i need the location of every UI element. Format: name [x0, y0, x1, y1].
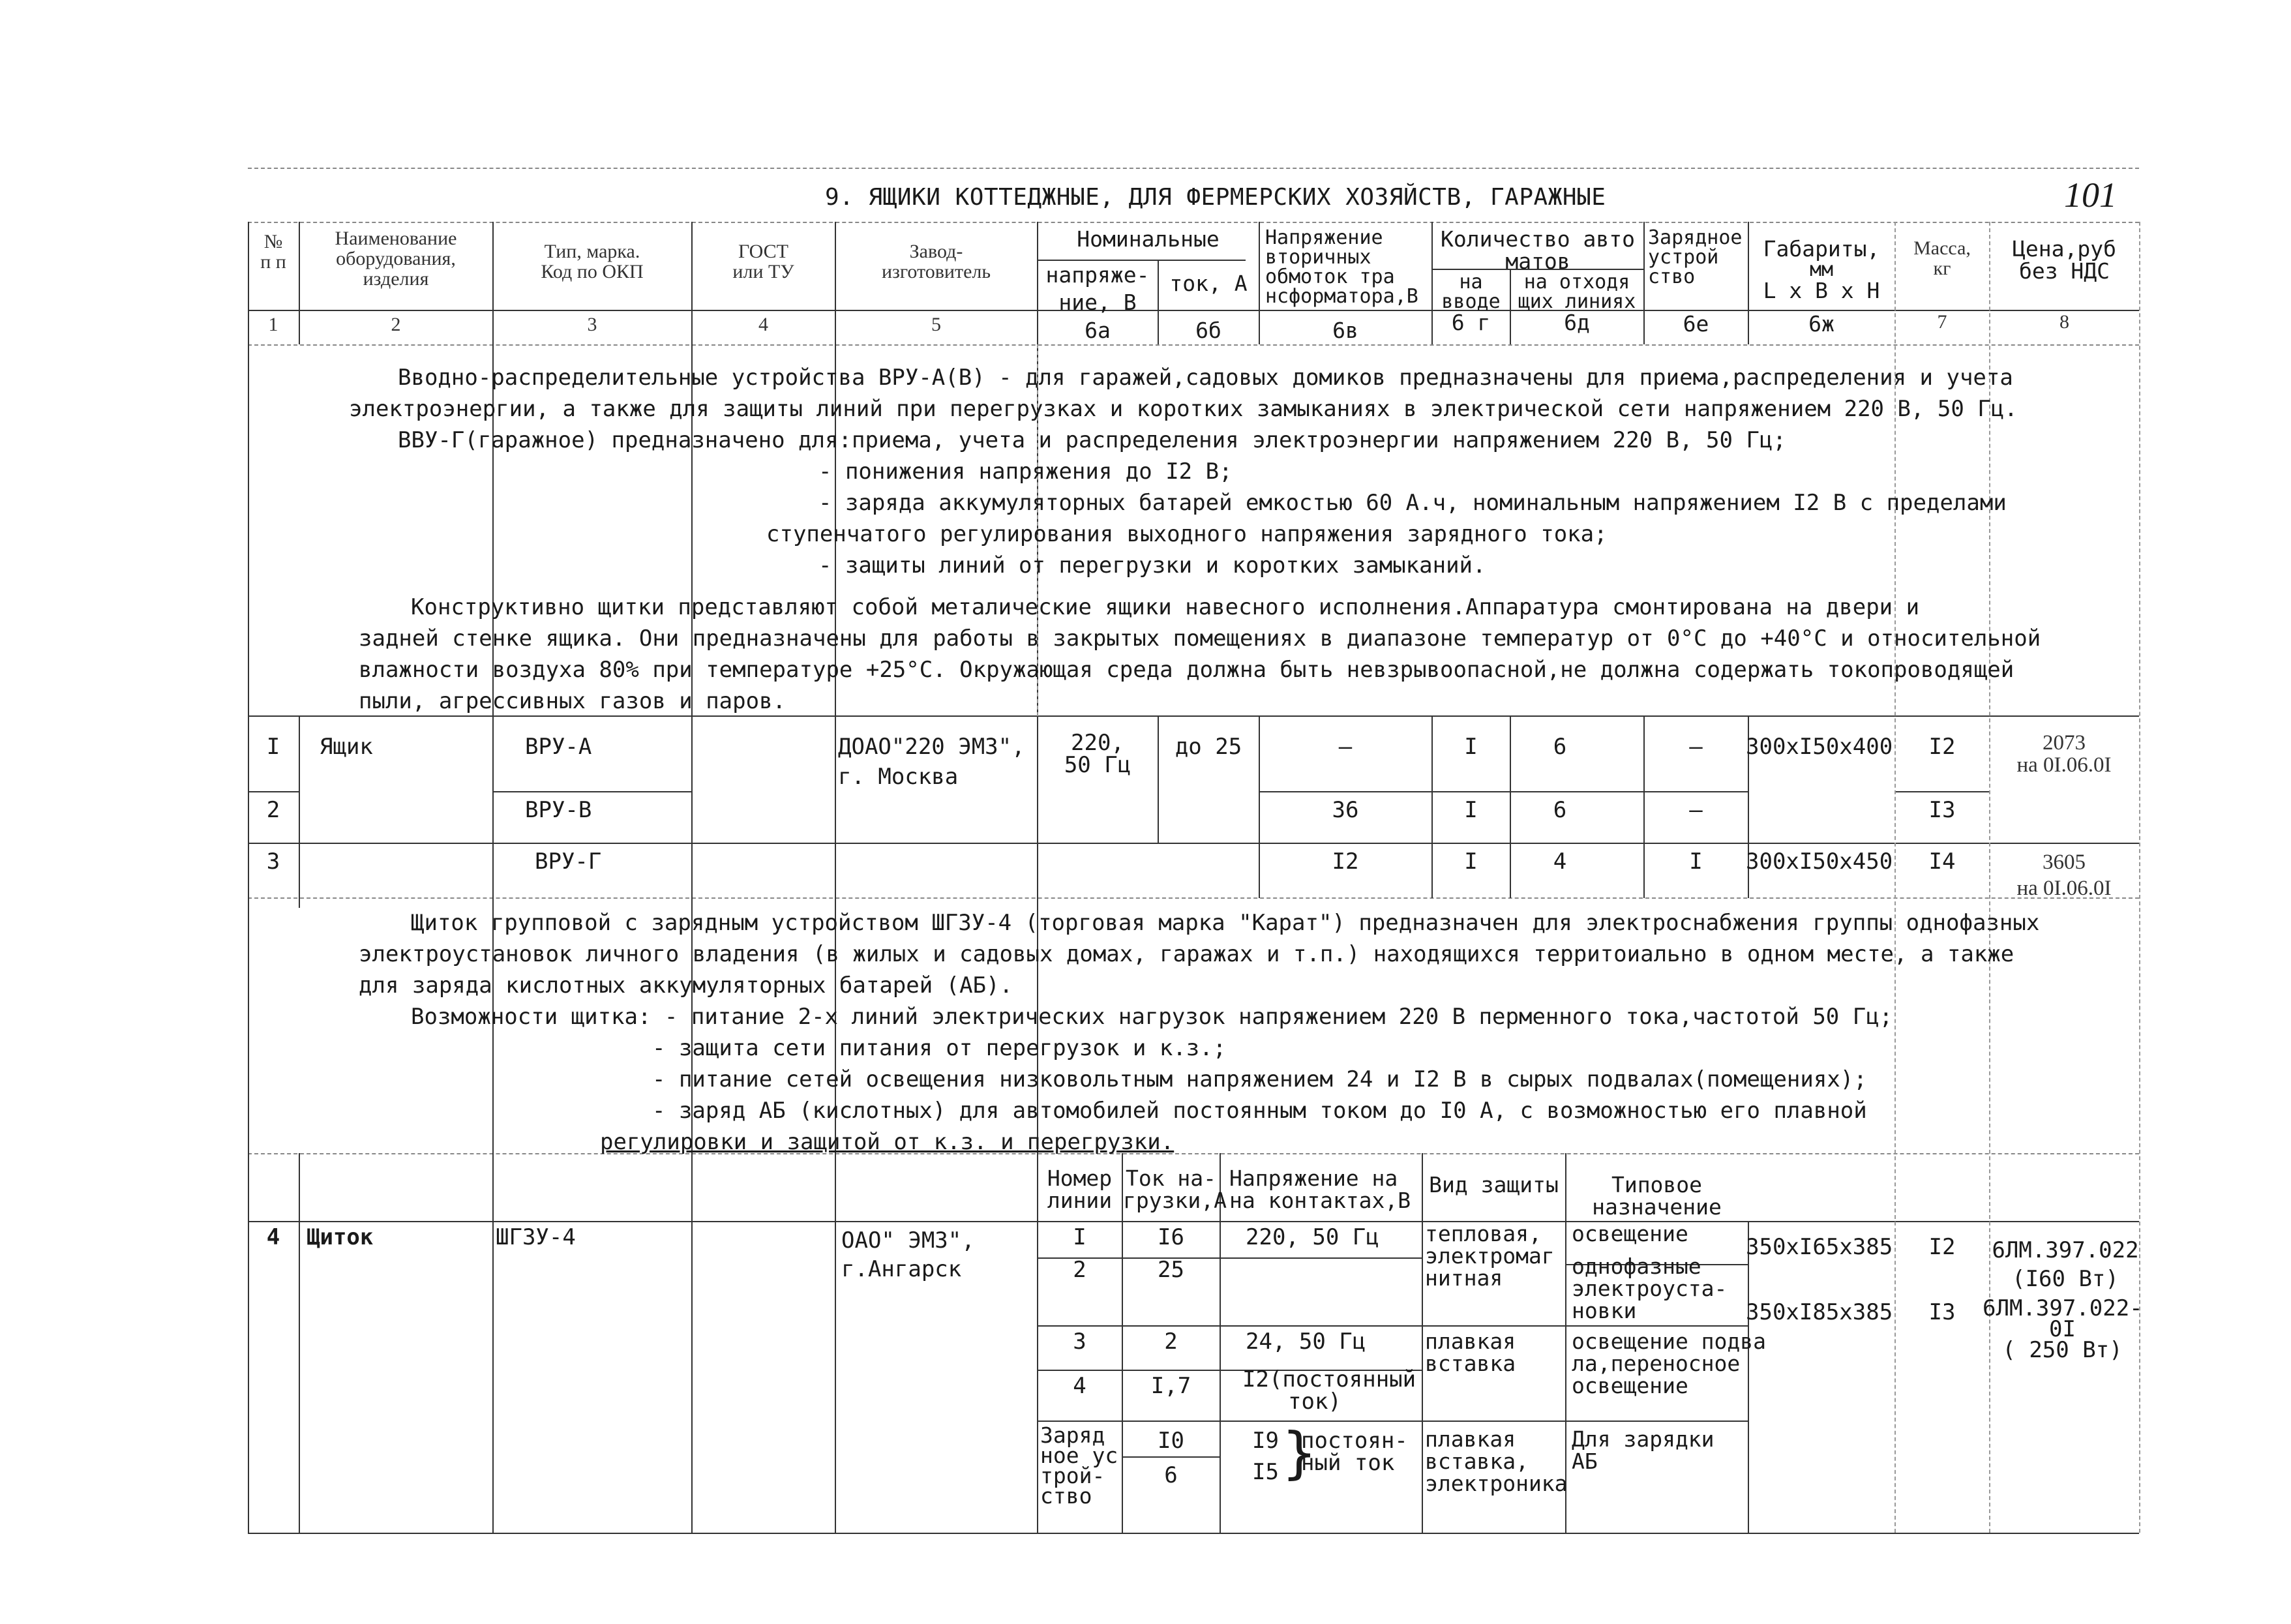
row-number: 2 — [266, 797, 280, 823]
item-price: 2073 на 0I.06.0I — [2016, 731, 2112, 777]
header-current: ток, А — [1169, 271, 1248, 296]
header-breakers-in: на вводе — [1441, 271, 1501, 313]
item-price: 3605 на 0I.06.0I — [2016, 850, 2112, 900]
item-price: 6ЛМ.397.022- 0I ( 250 Вт) — [1983, 1295, 2143, 1363]
item-type: ВРУ-В — [525, 797, 592, 823]
item-dims: 300xI50x400 — [1746, 734, 1893, 760]
row-number: I — [266, 734, 280, 760]
charger-label: Заряд ное ус трой- ство — [1040, 1422, 1118, 1509]
header-secondary: Напряжение вторичных обмоток тра нсформатора,В — [1265, 226, 1418, 308]
header-gost: ГОСТ или ТУ — [732, 241, 794, 282]
item-type: ВРУ-Г — [535, 849, 602, 875]
header-price: Цена,руб без НДС — [2013, 236, 2116, 284]
header-nominal: Номинальные — [1077, 226, 1220, 252]
header-breakers-out: на отходя щих линиях — [1518, 271, 1636, 313]
item-name: Щиток — [307, 1224, 374, 1250]
page-title: 9. ЯЩИКИ КОТТЕДЖНЫЕ, ДЛЯ ФЕРМЕРСКИХ ХОЗЯЙСТВ, ГАРАЖНЫЕ — [825, 184, 1606, 211]
item-voltage: 220, 50 Гц — [1064, 730, 1131, 778]
header-charger: Зарядное устрой ство — [1648, 226, 1743, 288]
header-no: № п п — [260, 231, 286, 273]
header-name: Наименование оборудования, изделия — [335, 228, 457, 290]
header-breakers: Количество авто матов — [1440, 226, 1635, 274]
header-maker: Завод- изготовитель — [881, 241, 991, 282]
item-maker: ДОАО"220 ЭМЗ", г. Москва — [838, 734, 1025, 790]
item-current: до 25 — [1175, 734, 1242, 760]
header-voltage: напряже- ние, В — [1045, 262, 1150, 315]
item-dims: 300xI50x450 — [1746, 849, 1893, 875]
row-number: 4 — [266, 1224, 280, 1250]
row-number: 3 — [266, 849, 280, 875]
item-type: ВРУ-А — [525, 734, 592, 760]
header-mass: Масса, кг — [1913, 237, 1971, 279]
item-type: ШГЗУ-4 — [496, 1224, 576, 1250]
item-price: 6ЛМ.397.022 (I60 Вт) — [1992, 1237, 2139, 1292]
item-dims: 350xI65x385 — [1746, 1234, 1893, 1260]
item-dims: 350xI85x385 — [1746, 1299, 1893, 1325]
item-maker: ОАО" ЭМЗ", г.Ангарск — [841, 1227, 975, 1282]
item-name: Ящик — [320, 734, 373, 760]
header-dims: Габариты, мм L x B x H — [1763, 236, 1880, 303]
page-number: 101 — [2064, 175, 2117, 215]
header-type: Тип, марка. Код по ОКП — [541, 241, 644, 282]
brace-icon: } — [1281, 1421, 1317, 1486]
